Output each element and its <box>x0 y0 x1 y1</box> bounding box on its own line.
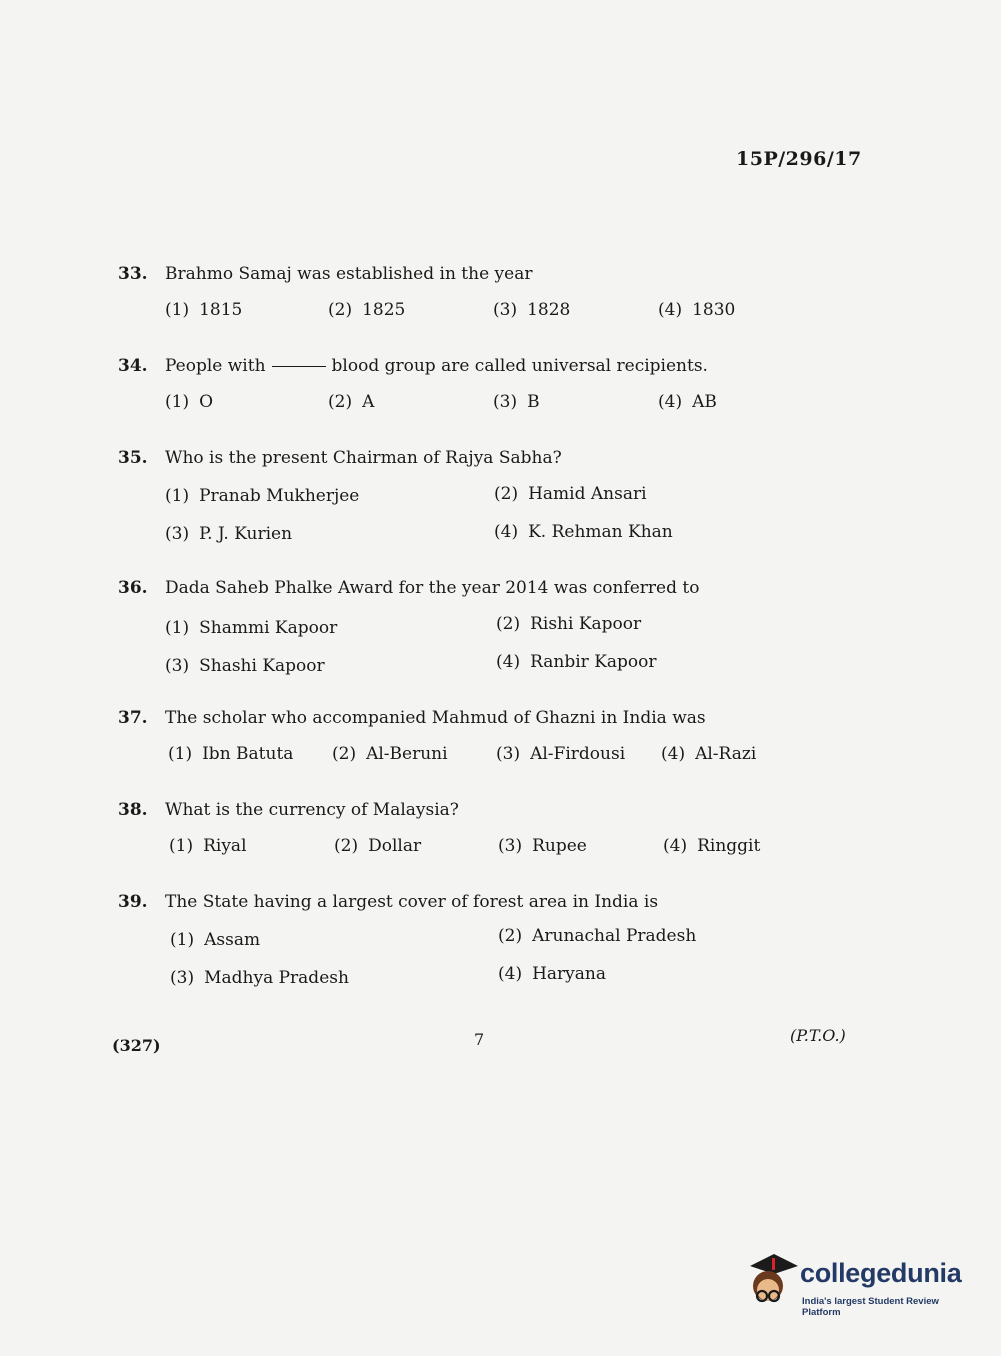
option-1: (1) Pranab Mukherjee <box>165 486 360 506</box>
option-3: (3) Shashi Kapoor <box>165 656 325 676</box>
collegedunia-logo <box>744 1252 974 1316</box>
question-text: Dada Saheb Phalke Award for the year 2014 was conferred to <box>165 578 700 598</box>
option-3: (3) Rupee <box>498 836 587 856</box>
option-1: (1) Shammi Kapoor <box>165 618 338 638</box>
option-4: (4) Al-Razi <box>661 744 757 764</box>
option-4: (4) K. Rehman Khan <box>494 522 673 542</box>
option-2: (2) Rishi Kapoor <box>496 614 642 634</box>
option-4: (4) Ringgit <box>663 836 761 856</box>
option-3: (3) Al-Firdousi <box>496 744 626 764</box>
option-4: (4) AB <box>658 392 717 412</box>
question-number: 38. <box>118 800 148 820</box>
option-3: (3) 1828 <box>493 300 571 320</box>
fill-blank-line <box>272 366 326 367</box>
option-1: (1) Riyal <box>169 836 247 856</box>
question-number: 35. <box>118 448 148 468</box>
question-33 <box>118 264 778 330</box>
option-1: (1) 1815 <box>165 300 243 320</box>
option-2: (2) A <box>328 392 375 412</box>
question-text: What is the currency of Malaysia? <box>165 800 459 820</box>
question-text: The scholar who accompanied Mahmud of Ghazni in India was <box>165 708 706 728</box>
question-number: 39. <box>118 892 148 912</box>
option-2: (2) Dollar <box>334 836 422 856</box>
option-3: (3) P. J. Kurien <box>165 524 293 544</box>
option-4: (4) 1830 <box>658 300 736 320</box>
option-4: (4) Haryana <box>498 964 607 984</box>
question-number: 33. <box>118 264 148 284</box>
question-38 <box>118 800 778 866</box>
question-number: 36. <box>118 578 148 598</box>
logo-tagline: India's largest Student Review Platform <box>802 1296 939 1318</box>
question-text: Who is the present Chairman of Rajya Sabha? <box>165 448 562 468</box>
question-text: Brahmo Samaj was established in the year <box>165 264 533 284</box>
option-3: (3) Madhya Pradesh <box>170 968 349 988</box>
page-number: 7 <box>474 1030 485 1049</box>
question-34 <box>118 356 778 422</box>
paper-code: 15P/296/17 <box>736 148 862 170</box>
question-number: 37. <box>118 708 148 728</box>
logo-wordmark: collegedunia <box>800 1258 962 1288</box>
please-turn-over: (P.T.O.) <box>790 1026 846 1045</box>
question-text: People with blood group are called universal recipients. <box>165 356 708 376</box>
option-2: (2) Hamid Ansari <box>494 484 647 504</box>
question-37 <box>118 708 778 774</box>
booklet-code: (327) <box>112 1036 161 1055</box>
option-1: (1) Assam <box>170 930 261 950</box>
option-3: (3) B <box>493 392 540 412</box>
question-number: 34. <box>118 356 148 376</box>
option-2: (2) Al-Beruni <box>332 744 448 764</box>
option-4: (4) Ranbir Kapoor <box>496 652 657 672</box>
option-1: (1) O <box>165 392 214 412</box>
question-35 <box>118 448 778 554</box>
question-36 <box>118 578 778 684</box>
student-mascot-icon <box>744 1252 800 1312</box>
option-2: (2) 1825 <box>328 300 406 320</box>
question-text: The State having a largest cover of forest area in India is <box>165 892 659 912</box>
option-1: (1) Ibn Batuta <box>168 744 294 764</box>
question-39 <box>118 892 778 998</box>
option-2: (2) Arunachal Pradesh <box>498 926 697 946</box>
